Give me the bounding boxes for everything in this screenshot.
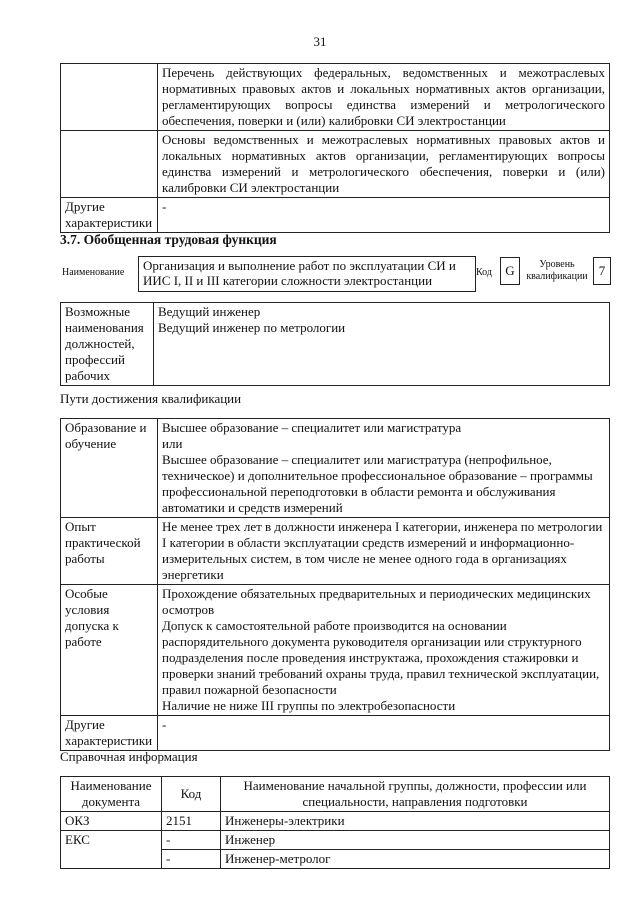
- header-cell: Наименование начальной группы, должности, профессии или специальности, направления подготовки: [221, 777, 610, 812]
- row-label: Возможные наименования должностей, профессий рабочих: [61, 303, 154, 386]
- row-value: -: [158, 716, 610, 751]
- table-cell: ЕКС: [61, 831, 162, 869]
- knowledge-table: [60, 63, 610, 233]
- row-label: Опыт практической работы: [61, 518, 158, 585]
- table-cell: 2151: [162, 812, 221, 831]
- positions-table: [60, 302, 610, 386]
- conditions-table: [60, 584, 610, 751]
- table-row: [61, 812, 610, 831]
- table-cell: Инженер-метролог: [221, 850, 610, 869]
- table-cell: Инженеры-электрики: [221, 812, 610, 831]
- name-label: Наименование: [62, 267, 125, 278]
- row-value: Основы ведомственных и межотраслевых нормативных правовых актов и локальных нормативных актов организации, регламентирующих вопросы единства измерений и метрологического обеспечения, поверки и (или) калибровки СИ электростанции: [158, 131, 610, 198]
- row-value: Высшее образование – специалитет или магистратура или Высшее образование – специалитет или магистратура (непрофильное, техническое) и дополнительное профессиональное образование – программы профессиональной переподготовки в области ремонта и обслуживания автоматики и средств измерений: [158, 419, 610, 518]
- function-name-box: [138, 256, 476, 292]
- row-value: [154, 303, 610, 386]
- function-name: Организация и выполнение работ по эксплуатации СИ и ИИС I, II и III категории сложности электростанции: [143, 258, 456, 288]
- code-value: G: [505, 263, 515, 278]
- table-cell: ОКЗ: [61, 812, 162, 831]
- table-cell: -: [162, 850, 221, 869]
- qualification-table: [60, 418, 610, 585]
- row-value: Не менее трех лет в должности инженера I категории, инженера по метрологии I категории в области эксплуатации средств измерений и информационно-измерительных систем, в том числе не менее одного года в организациях энергетики: [158, 518, 610, 585]
- row-label: [61, 131, 158, 198]
- section-heading: 3.7. Обобщенная трудовая функция: [60, 232, 277, 247]
- level-label: Уровень квалификации: [526, 259, 588, 282]
- header-cell: Код: [162, 777, 221, 812]
- table-row: [61, 303, 610, 386]
- header-cell: Наименование документа: [61, 777, 162, 812]
- qualification-heading: Пути достижения квалификации: [60, 391, 242, 406]
- table-cell: -: [162, 831, 221, 850]
- table-row: [61, 131, 610, 198]
- level-box: [593, 257, 611, 285]
- row-label: Особые условия допуска к работе: [61, 585, 158, 716]
- row-label: Образование и обучение: [61, 419, 158, 518]
- table-header-row: [61, 777, 610, 812]
- row-label: Другие характеристики: [61, 198, 158, 233]
- table-row: [61, 198, 610, 233]
- row-label: [61, 64, 158, 131]
- table-cell: Инженер: [221, 831, 610, 850]
- code-label: Код: [476, 267, 492, 278]
- row-value: Прохождение обязательных предварительных и периодических медицинских осмотров Допуск к самостоятельной работе производится на основании распорядительного документа руководителя организации или структурного подразделения после проведения инструктажа, прохождения стажировки и проверки знаний требований охраны труда, правил технической эксплуатации, правил пожарной безопасности Наличие не ниже III группы по электробезопасности: [158, 585, 610, 716]
- table-row: [61, 831, 610, 850]
- position-item: Ведущий инженер: [158, 304, 261, 319]
- reference-heading: Справочная информация: [60, 749, 198, 764]
- table-row: [61, 419, 610, 518]
- table-row: [61, 716, 610, 751]
- reference-table: [60, 776, 610, 869]
- position-item: Ведущий инженер по метрологии: [158, 320, 346, 335]
- row-label: Другие характеристики: [61, 716, 158, 751]
- row-value: Перечень действующих федеральных, ведомственных и межотраслевых нормативных правовых актов и локальных нормативных актов организации, регламентирующих вопросы единства измерений и метрологического обеспечения, поверки и (или) калибровки СИ электростанции: [158, 64, 610, 131]
- table-row: [61, 585, 610, 716]
- table-row: [61, 64, 610, 131]
- row-value: -: [158, 198, 610, 233]
- table-row: [61, 518, 610, 585]
- level-value: 7: [598, 263, 606, 278]
- code-box: [500, 257, 520, 285]
- page-number: 31: [313, 34, 327, 49]
